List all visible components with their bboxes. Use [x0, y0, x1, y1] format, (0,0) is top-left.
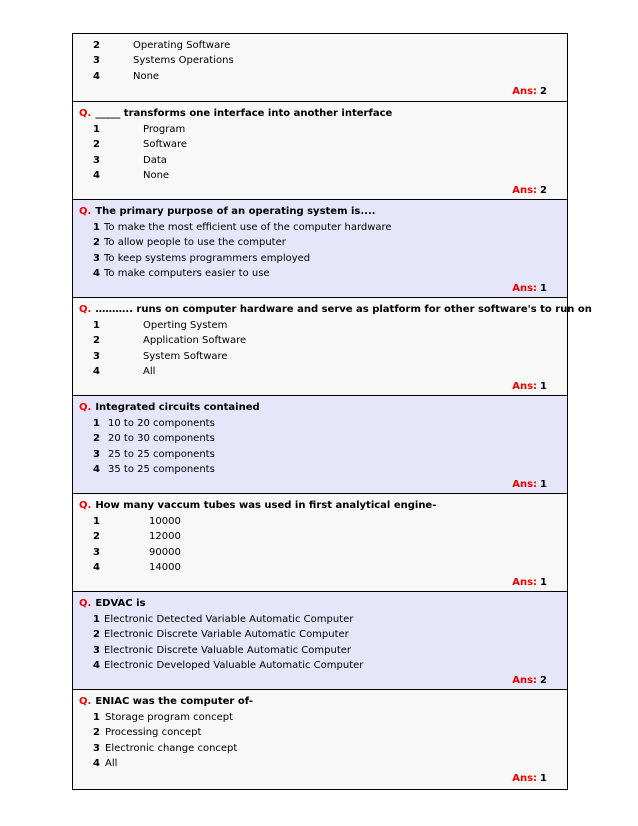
option-number: 2: [93, 629, 100, 640]
option-text: 14000: [149, 562, 181, 573]
question-marker: Q.: [79, 108, 92, 119]
option-number: 2: [93, 727, 100, 738]
question-text: [79, 695, 253, 708]
answer-label: Ans:: [512, 773, 538, 784]
answer-value: 1: [540, 479, 547, 490]
option-text: Program: [143, 124, 186, 135]
question-marker: Q.: [79, 402, 92, 413]
option-number: 1: [93, 614, 100, 625]
answer-value: 2: [540, 185, 547, 196]
option-number: 2: [93, 335, 100, 346]
answer-value: 1: [540, 773, 547, 784]
answer: [512, 772, 547, 785]
question-label: ……….. runs on computer hardware and serve as platform for other software's to run on: [95, 304, 592, 315]
option-number: 2: [93, 40, 100, 51]
answer: [512, 184, 547, 197]
answer: [512, 85, 547, 98]
question-label: _____ transforms one interface into another interface: [95, 108, 393, 119]
question-block-2: [73, 200, 567, 298]
option-number: 1: [93, 124, 100, 135]
answer-value: 2: [540, 86, 547, 97]
question-block-5: [73, 494, 567, 592]
answer-label: Ans:: [512, 577, 538, 588]
option-text: Data: [143, 155, 167, 166]
question-block-3: [73, 298, 592, 396]
option-text: To make the most efficient use of the computer hardware: [104, 222, 392, 233]
option-text: 20 to 30 components: [108, 433, 215, 444]
question-text: [79, 499, 436, 512]
option-number: 3: [93, 155, 100, 166]
question-text: [79, 107, 392, 120]
option-number: 4: [93, 660, 100, 671]
option-text: Operting System: [143, 320, 228, 331]
option-number: 4: [93, 562, 100, 573]
option-number: 4: [93, 268, 100, 279]
option-number: 2: [93, 237, 100, 248]
option-number: 2: [93, 139, 100, 150]
option-text: Electronic Discrete Valuable Automatic Computer: [104, 645, 352, 656]
option-number: 3: [93, 351, 100, 362]
option-text: None: [133, 71, 160, 82]
question-block-4: [73, 396, 567, 494]
option-number: 3: [93, 449, 100, 460]
option-text: 35 to 25 components: [108, 464, 215, 475]
question-label: How many vaccum tubes was used in first analytical engine-: [95, 500, 437, 511]
answer: [512, 576, 547, 589]
option-text: Electronic Developed Valuable Automatic Computer: [104, 660, 364, 671]
option-text: 12000: [149, 531, 181, 542]
option-text: Operating Software: [133, 40, 231, 51]
question-marker: Q.: [79, 206, 92, 217]
answer: [512, 478, 547, 491]
answer-value: 1: [540, 577, 547, 588]
option-text: Processing concept: [105, 727, 202, 738]
option-text: All: [105, 758, 118, 769]
answer-value: 1: [540, 283, 547, 294]
option-text: Systems Operations: [133, 55, 234, 66]
question-label: Integrated circuits contained: [95, 402, 260, 413]
question-text: [79, 205, 376, 218]
answer-label: Ans:: [512, 86, 538, 97]
option-text: 90000: [149, 547, 181, 558]
answer-value: 1: [540, 381, 547, 392]
answer: [512, 380, 547, 393]
question-label: The primary purpose of an operating system is....: [95, 206, 376, 217]
question-text: [79, 401, 260, 414]
option-number: 3: [93, 547, 100, 558]
option-number: 3: [93, 645, 100, 656]
option-text: Application Software: [143, 335, 247, 346]
question-text: [79, 303, 592, 316]
option-number: 4: [93, 758, 100, 769]
question-label: EDVAC is: [95, 598, 146, 609]
question-marker: Q.: [79, 500, 92, 511]
question-marker: Q.: [79, 304, 92, 315]
option-number: 4: [93, 170, 100, 181]
option-number: 1: [93, 320, 100, 331]
option-text: 10000: [149, 516, 181, 527]
answer-label: Ans:: [512, 675, 538, 686]
option-number: 4: [93, 71, 100, 82]
option-number: 3: [93, 55, 100, 66]
option-text: Electronic change concept: [105, 743, 238, 754]
answer: [512, 282, 547, 295]
option-number: 2: [93, 433, 100, 444]
option-number: 4: [93, 464, 100, 475]
question-block-6: [73, 592, 567, 690]
option-text: System Software: [143, 351, 228, 362]
option-number: 1: [93, 418, 100, 429]
option-text: To make computers easier to use: [104, 268, 270, 279]
answer-value: 2: [540, 675, 547, 686]
answer-label: Ans:: [512, 283, 538, 294]
question-block-7: [73, 690, 567, 789]
option-number: 3: [93, 253, 100, 264]
option-text: 10 to 20 components: [108, 418, 215, 429]
answer-label: Ans:: [512, 479, 538, 490]
option-text: None: [143, 170, 170, 181]
answer-label: Ans:: [512, 185, 538, 196]
option-number: 4: [93, 366, 100, 377]
option-text: 25 to 25 components: [108, 449, 215, 460]
option-text: To keep systems programmers employed: [104, 253, 311, 264]
option-number: 1: [93, 712, 100, 723]
answer: [512, 674, 547, 687]
option-text: Storage program concept: [105, 712, 234, 723]
question-marker: Q.: [79, 696, 92, 707]
option-text: All: [143, 366, 156, 377]
option-number: 1: [93, 516, 100, 527]
option-text: Electronic Discrete Variable Automatic Computer: [104, 629, 349, 640]
option-text: Software: [143, 139, 188, 150]
question-block-1: [73, 102, 567, 200]
question-sheet: [72, 33, 592, 790]
option-text: To allow people to use the computer: [104, 237, 286, 248]
option-number: 1: [93, 222, 100, 233]
option-text: Electronic Detected Variable Automatic Computer: [104, 614, 354, 625]
question-block-0: [73, 34, 567, 102]
question-marker: Q.: [79, 598, 92, 609]
answer-label: Ans:: [512, 381, 538, 392]
option-number: 3: [93, 743, 100, 754]
question-label: ENIAC was the computer of-: [95, 696, 254, 707]
option-number: 2: [93, 531, 100, 542]
question-text: [79, 597, 145, 610]
